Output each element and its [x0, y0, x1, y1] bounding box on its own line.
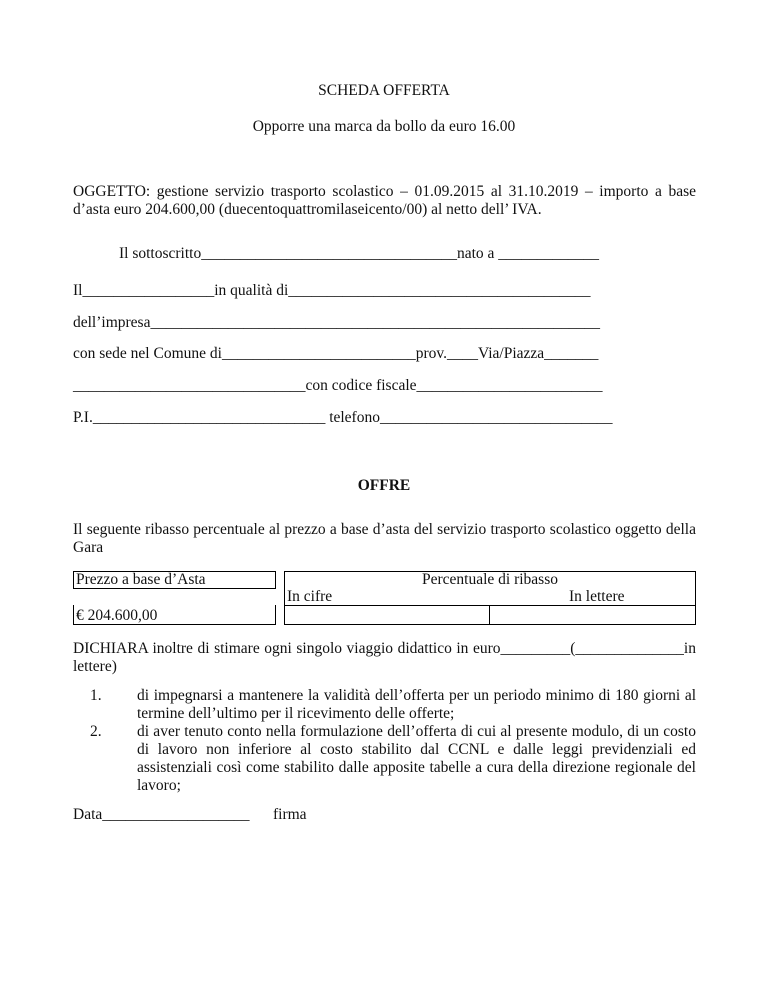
letters-input[interactable]	[489, 605, 696, 625]
figures-subheader: In cifre	[285, 589, 490, 606]
price-value: € 204.600,00	[74, 605, 276, 625]
list-item-text: di impegnarsi a mantenere la validità dell’offerta per un periodo minimo di 180 giorni al termine dell’ultimo per il ricevimento delle offerte;	[137, 687, 696, 722]
list-item-text: di aver tenuto conto nella formulazione dell’offerta di cui al presente modulo, di un costo di lavoro non inferiore al costo stabilito dal CCNL e dalle leggi previdenziali ed assistenziali così come stabilito dalle apposite tabelle a cura della direzione regionale del lavoro;	[137, 723, 696, 794]
declaration-list	[73, 687, 696, 795]
list-item	[73, 723, 696, 795]
pi-telefono-field[interactable]: P.I.______________________________ telefono______________________________	[73, 409, 613, 426]
letters-subheader: In lettere	[489, 589, 696, 606]
qualita-field[interactable]: Il_________________in qualità di_______________________________________	[73, 282, 591, 299]
offer-table	[73, 571, 696, 625]
sede-field[interactable]: con sede nel Comune di_________________________prov.____Via/Piazza_______	[73, 345, 599, 362]
offre-intro-line-2: Gara	[73, 539, 104, 556]
sottoscritto-field[interactable]: Il sottoscritto_________________________________nato a _____________	[119, 245, 600, 262]
impresa-field[interactable]: dell’impresa__________________________________________________________	[73, 314, 600, 331]
offre-heading: OFFRE	[357, 477, 411, 494]
list-item-number: 2.	[90, 723, 102, 740]
figures-input[interactable]	[285, 605, 490, 625]
oggetto-line-2: d’asta euro 204.600,00 (duecentoquattromilaseicento/00) al netto dell’ IVA.	[73, 201, 542, 218]
price-header: Prezzo a base d’Asta	[74, 572, 276, 589]
codice-fiscale-field[interactable]: ______________________________con codice fiscale________________________	[73, 377, 603, 394]
discount-header: Percentuale di ribasso	[285, 572, 696, 589]
list-item	[73, 687, 696, 723]
data-field[interactable]: Data___________________	[73, 806, 250, 823]
oggetto-line-1: OGGETTO: gestione servizio trasporto scolastico – 01.09.2015 al 31.10.2019 – importo a base	[73, 183, 696, 200]
stamp-note: Opporre una marca da bollo da euro 16.00	[252, 118, 516, 135]
list-item-number: 1.	[90, 687, 102, 704]
dichiara-line-2: lettere)	[73, 658, 117, 675]
firma-label: firma	[273, 806, 307, 823]
dichiara-line-1: DICHIARA inoltre di stimare ogni singolo viaggio didattico in euro_________(______________in	[73, 640, 696, 657]
document-title: SCHEDA OFFERTA	[318, 82, 450, 99]
offre-intro-line-1: Il seguente ribasso percentuale al prezzo a base d’asta del servizio trasporto scolastico oggetto della	[73, 521, 696, 538]
